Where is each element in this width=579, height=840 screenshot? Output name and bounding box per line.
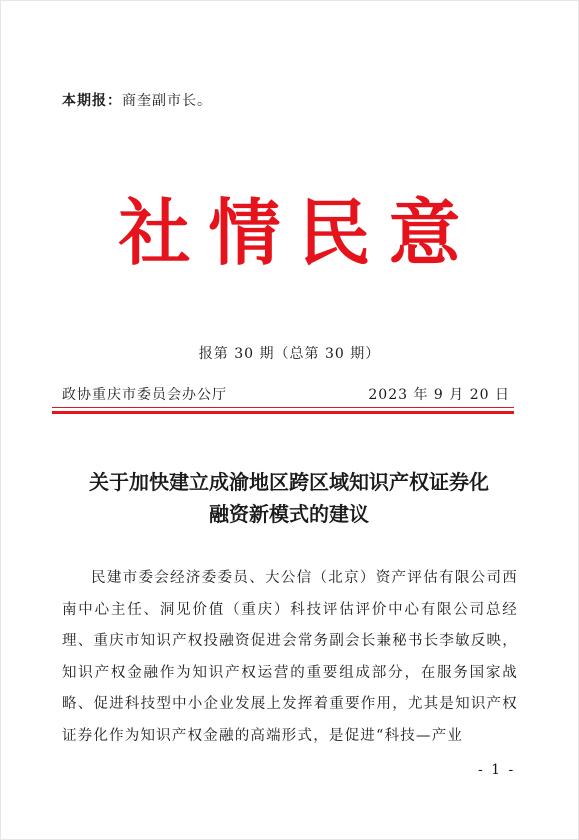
submit-to-line — [62, 90, 212, 110]
issue-date: 2023 年 9 月 20 日 — [368, 387, 510, 403]
body-paragraph: 民建市委会经济委委员、大公信（北京）资产评估有限公司西南中心主任、洞见价值（重庆）科技评估评价中心有限公司总经理、重庆市知识产权投融资促进会常务副会长兼秘书长李敏反映，知识产权金融作为知识产权运营的重要组成部分，在服务国家战略、促进科技型中小企业发展上发挥着重要作用，尤其是知识产权证券化作为知识产权金融的高端形式，是促进“科技—产业 — [62, 570, 518, 744]
issue-number: 报第 30 期（总第 30 期） — [198, 346, 381, 362]
document-title-line2: 融资新模式的建议 — [209, 502, 369, 526]
red-divider-thick — [52, 411, 514, 414]
document-title-line1: 关于加快建立成渝地区跨区域知识产权证券化 — [89, 470, 489, 494]
submit-label: 本期报： — [62, 93, 122, 109]
document-title — [56, 466, 522, 530]
issuing-office: 政协重庆市委员会办公厅 — [62, 387, 227, 403]
red-divider-thin — [52, 407, 514, 408]
masthead-title: 社情民意 — [118, 190, 479, 275]
submit-recipient: 商奎副市长。 — [122, 93, 212, 109]
page-number: - 1 - — [478, 762, 516, 778]
